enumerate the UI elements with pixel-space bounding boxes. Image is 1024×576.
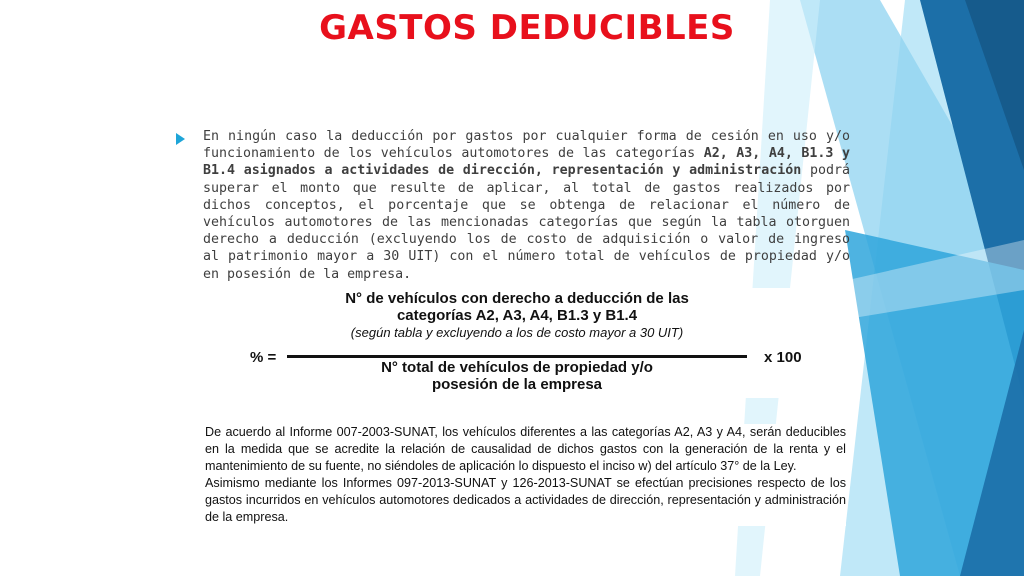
denominator-line-2: posesión de la empresa — [431, 376, 603, 393]
percentage-formula — [240, 288, 820, 398]
note-paragraph-1: De acuerdo al Informe 007-2003-SUNAT, los vehículos diferentes a las categorías A2, A3 y A4, serán deducibles en la medida que se acredite la relación de causalidad de dichos gastos con la generación de la renta y el mantenimiento de su fuente, no siéndoles de aplicación lo dispuesto el inciso w) del artículo 37° de la Ley. — [205, 425, 846, 473]
numerator-line-2: categorías A2, A3, A4, B1.3 y B1.4 — [396, 307, 638, 324]
denominator-line-1: N° total de vehículos de propiedad y/o — [381, 359, 653, 376]
page-title: GASTOS DEDUCIBLES — [319, 8, 735, 48]
paragraph-bold-categories: A2, A3, A4, B1.3 y B1.4 asignados a actividades de dirección, representación y administración — [203, 146, 850, 179]
numerator-note: (según tabla y excluyendo a los de costo mayor a 30 UIT) — [350, 325, 684, 340]
percent-label: % = — [250, 349, 277, 366]
paragraph-rest: podrá superar el monto que resulte de aplicar, al total de gastos realizados por dichos conceptos, el porcentaje que se obtenga de relacionar el número de vehículos automotores de las mencionadas categorías que según la tabla otorguen derecho a deducción (excluyendo los de costo de adquisición o valor de ingreso al patrimonio mayor a 30 UIT) con el número total de vehículos de propiedad y/o en posesión de la empresa. — [203, 163, 850, 282]
sunat-reports-note — [205, 424, 846, 526]
note-paragraph-2: Asimismo mediante los Informes 097-2013-SUNAT y 126-2013-SUNAT se efectúan precisiones respecto de los gastos incurridos en vehículos automotores dedicados a actividades de dirección, representación y administración de la empresa. — [205, 476, 846, 524]
main-paragraph — [203, 128, 850, 283]
numerator-line-1: N° de vehículos con derecho a deducción de las — [345, 290, 689, 307]
bullet-arrow-icon — [176, 133, 185, 145]
fraction-bar — [287, 355, 747, 358]
paragraph-lead: En ningún caso la deducción por gastos por cualquier forma de cesión en uso y/o funcionamiento de los vehículos automotores de las categorías — [203, 129, 850, 162]
multiplier-label: x 100 — [764, 349, 802, 366]
